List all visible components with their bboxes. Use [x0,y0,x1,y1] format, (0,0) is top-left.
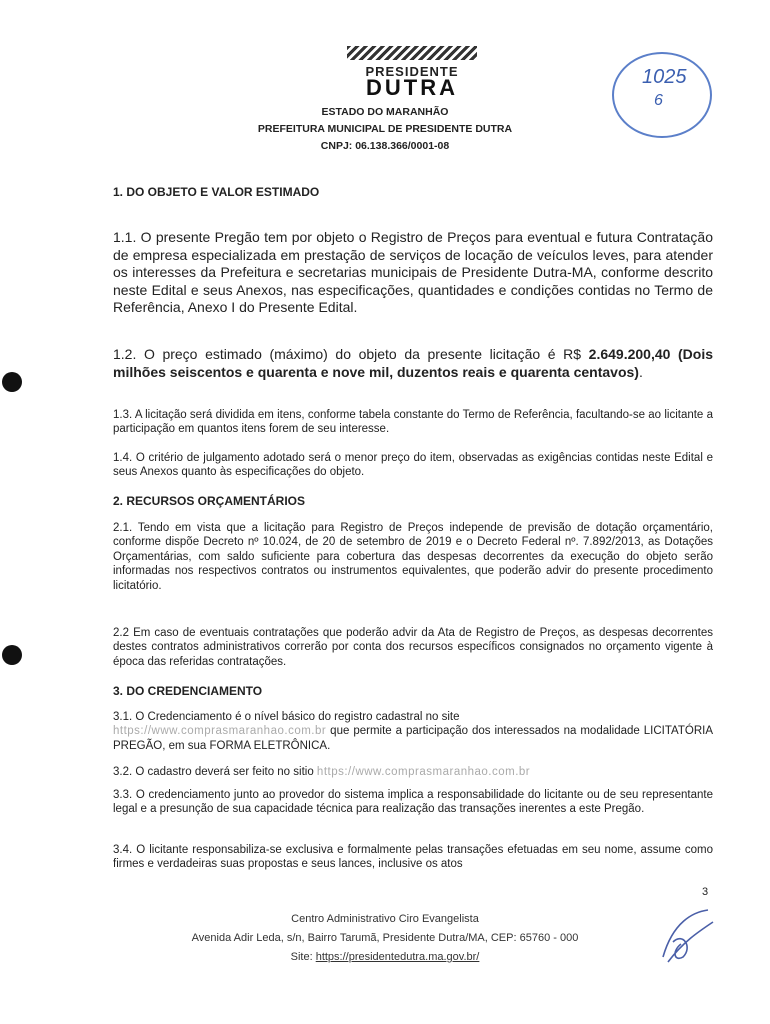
paragraph-3-1-rest: que permite a participação dos interessados na modalidade LICITATÓRIA PREGÃO, em sua FORMA ELETRÔNICA. [113,725,713,752]
logo-flag-graphic [347,46,477,60]
footer-line2: Avenida Adir Leda, s/n, Bairro Tarumã, Presidente Dutra/MA, CEP: 65760 - 000 [191,932,579,944]
footer-site-link[interactable]: https://presidentedutra.ma.gov.br/ [315,951,480,963]
section-1-title: 1. DO OBJETO E VALOR ESTIMADO [113,185,320,199]
stamp-page: 6 [654,92,663,109]
municipality-logo [347,44,477,104]
estimated-price-amount: 2.649.200,40 (Dois milhões seiscentos e quarenta e nove mil, duzentos reais e quarenta centavos) [113,346,714,380]
paragraph-3-4: 3.4. O licitante responsabiliza-se exclusiva e formalmente pelas transações efetuadas em seu nome, assume como firmes e verdadeiras suas propostas e seus lances, inclusive os atos [113,844,713,871]
paragraph-1-4: 1.4. O critério de julgamento adotado será o menor preço do item, observadas as exigências contidas neste Edital e seus Anexos quanto às especificações do objeto. [113,452,713,479]
registration-site-link[interactable]: https://www.comprasmaranhao.com.br [316,766,531,778]
paragraph-2-2: 2.2 Em caso de eventuais contratações que poderão advir da Ata de Registro de Preços, as despesas decorrentes destes contratos administrativos correrão por conta dos recursos específicos consignados no orçamento vigente à época das referidas contratações. [113,627,713,668]
paragraph-1-2 [113,346,713,381]
logo-line1: PRESIDENTE [365,64,459,79]
section-3-title: 3. DO CREDENCIAMENTO [113,684,263,698]
paragraph-3-1 [113,710,713,753]
handwritten-signature [653,902,723,972]
punch-hole-bottom [2,645,22,665]
paragraph-3-3: 3.3. O credenciamento junto ao provedor do sistema implica a responsabilidade do licitante ou de seu representante legal e a presunção de sua capacidade técnica para realização das transações inerentes a este Pregão. [113,789,713,816]
paragraph-3-2-lead: 3.2. O cadastro deverá ser feito no sitio [113,766,317,778]
paragraph-3-1-lead: 3.1. O Credenciamento é o nível básico do registro cadastral no site [113,711,460,723]
paragraph-3-2 [113,765,713,779]
paragraph-1-3: 1.3. A licitação será dividida em itens, conforme tabela constante do Termo de Referência, facultando-se ao licitante a participação em quantos itens forem de seu interesse. [113,409,713,436]
header-state: ESTADO DO MARANHÃO [321,106,449,118]
header-cnpj: CNPJ: 06.138.366/0001-08 [320,140,450,152]
stamp-number: 1025 [642,66,687,88]
header-prefecture: PREFEITURA MUNICIPAL DE PRESIDENTE DUTRA [257,123,513,135]
footer-line1: Centro Administrativo Ciro Evangelista [291,913,479,925]
page-number: 3 [702,886,709,898]
paragraph-1-2-end: . [638,363,643,380]
paragraph-2-1: 2.1. Tendo em vista que a licitação para Registro de Preços independe de previsão de dotação orçamentário, conforme dispõe Decreto nº 10.024, de 20 de setembro de 2019 e o Decreto Federal nº. 7.892/2013, as Dotações Orçamentárias, com saldo suficiente para cobertura das despesas decorrentes da execução do objeto serão informadas nos respectivos contratos ou instrumentos equivalentes, que poderão advir do presente procedimento licitatório. [113,522,713,592]
section-2-title: 2. RECURSOS ORÇAMENTÁRIOS [113,494,306,508]
paragraph-1-1: 1.1. O presente Pregão tem por objeto o Registro de Preços para eventual e futura Contratação de empresa especializada em prestação de serviços de locação de veículos leves, para atender os interesses da Prefeitura e secretarias municipais de Presidente Dutra-MA, conforme descrito neste Edital e seus Anexos, nas especificações, quantidades e condições contidas no Termo de Referência, Anexo I do Presente Edital. [113,229,713,315]
credentialing-site-link[interactable]: https://www.comprasmaranhao.com.br [113,725,327,738]
footer-site-label: Site: [290,951,316,963]
paragraph-1-2-lead: 1.2. O preço estimado (máximo) do objeto da presente licitação é R$ [113,346,589,362]
logo-line2: DUTRA [366,75,458,100]
punch-hole-top [2,372,22,392]
